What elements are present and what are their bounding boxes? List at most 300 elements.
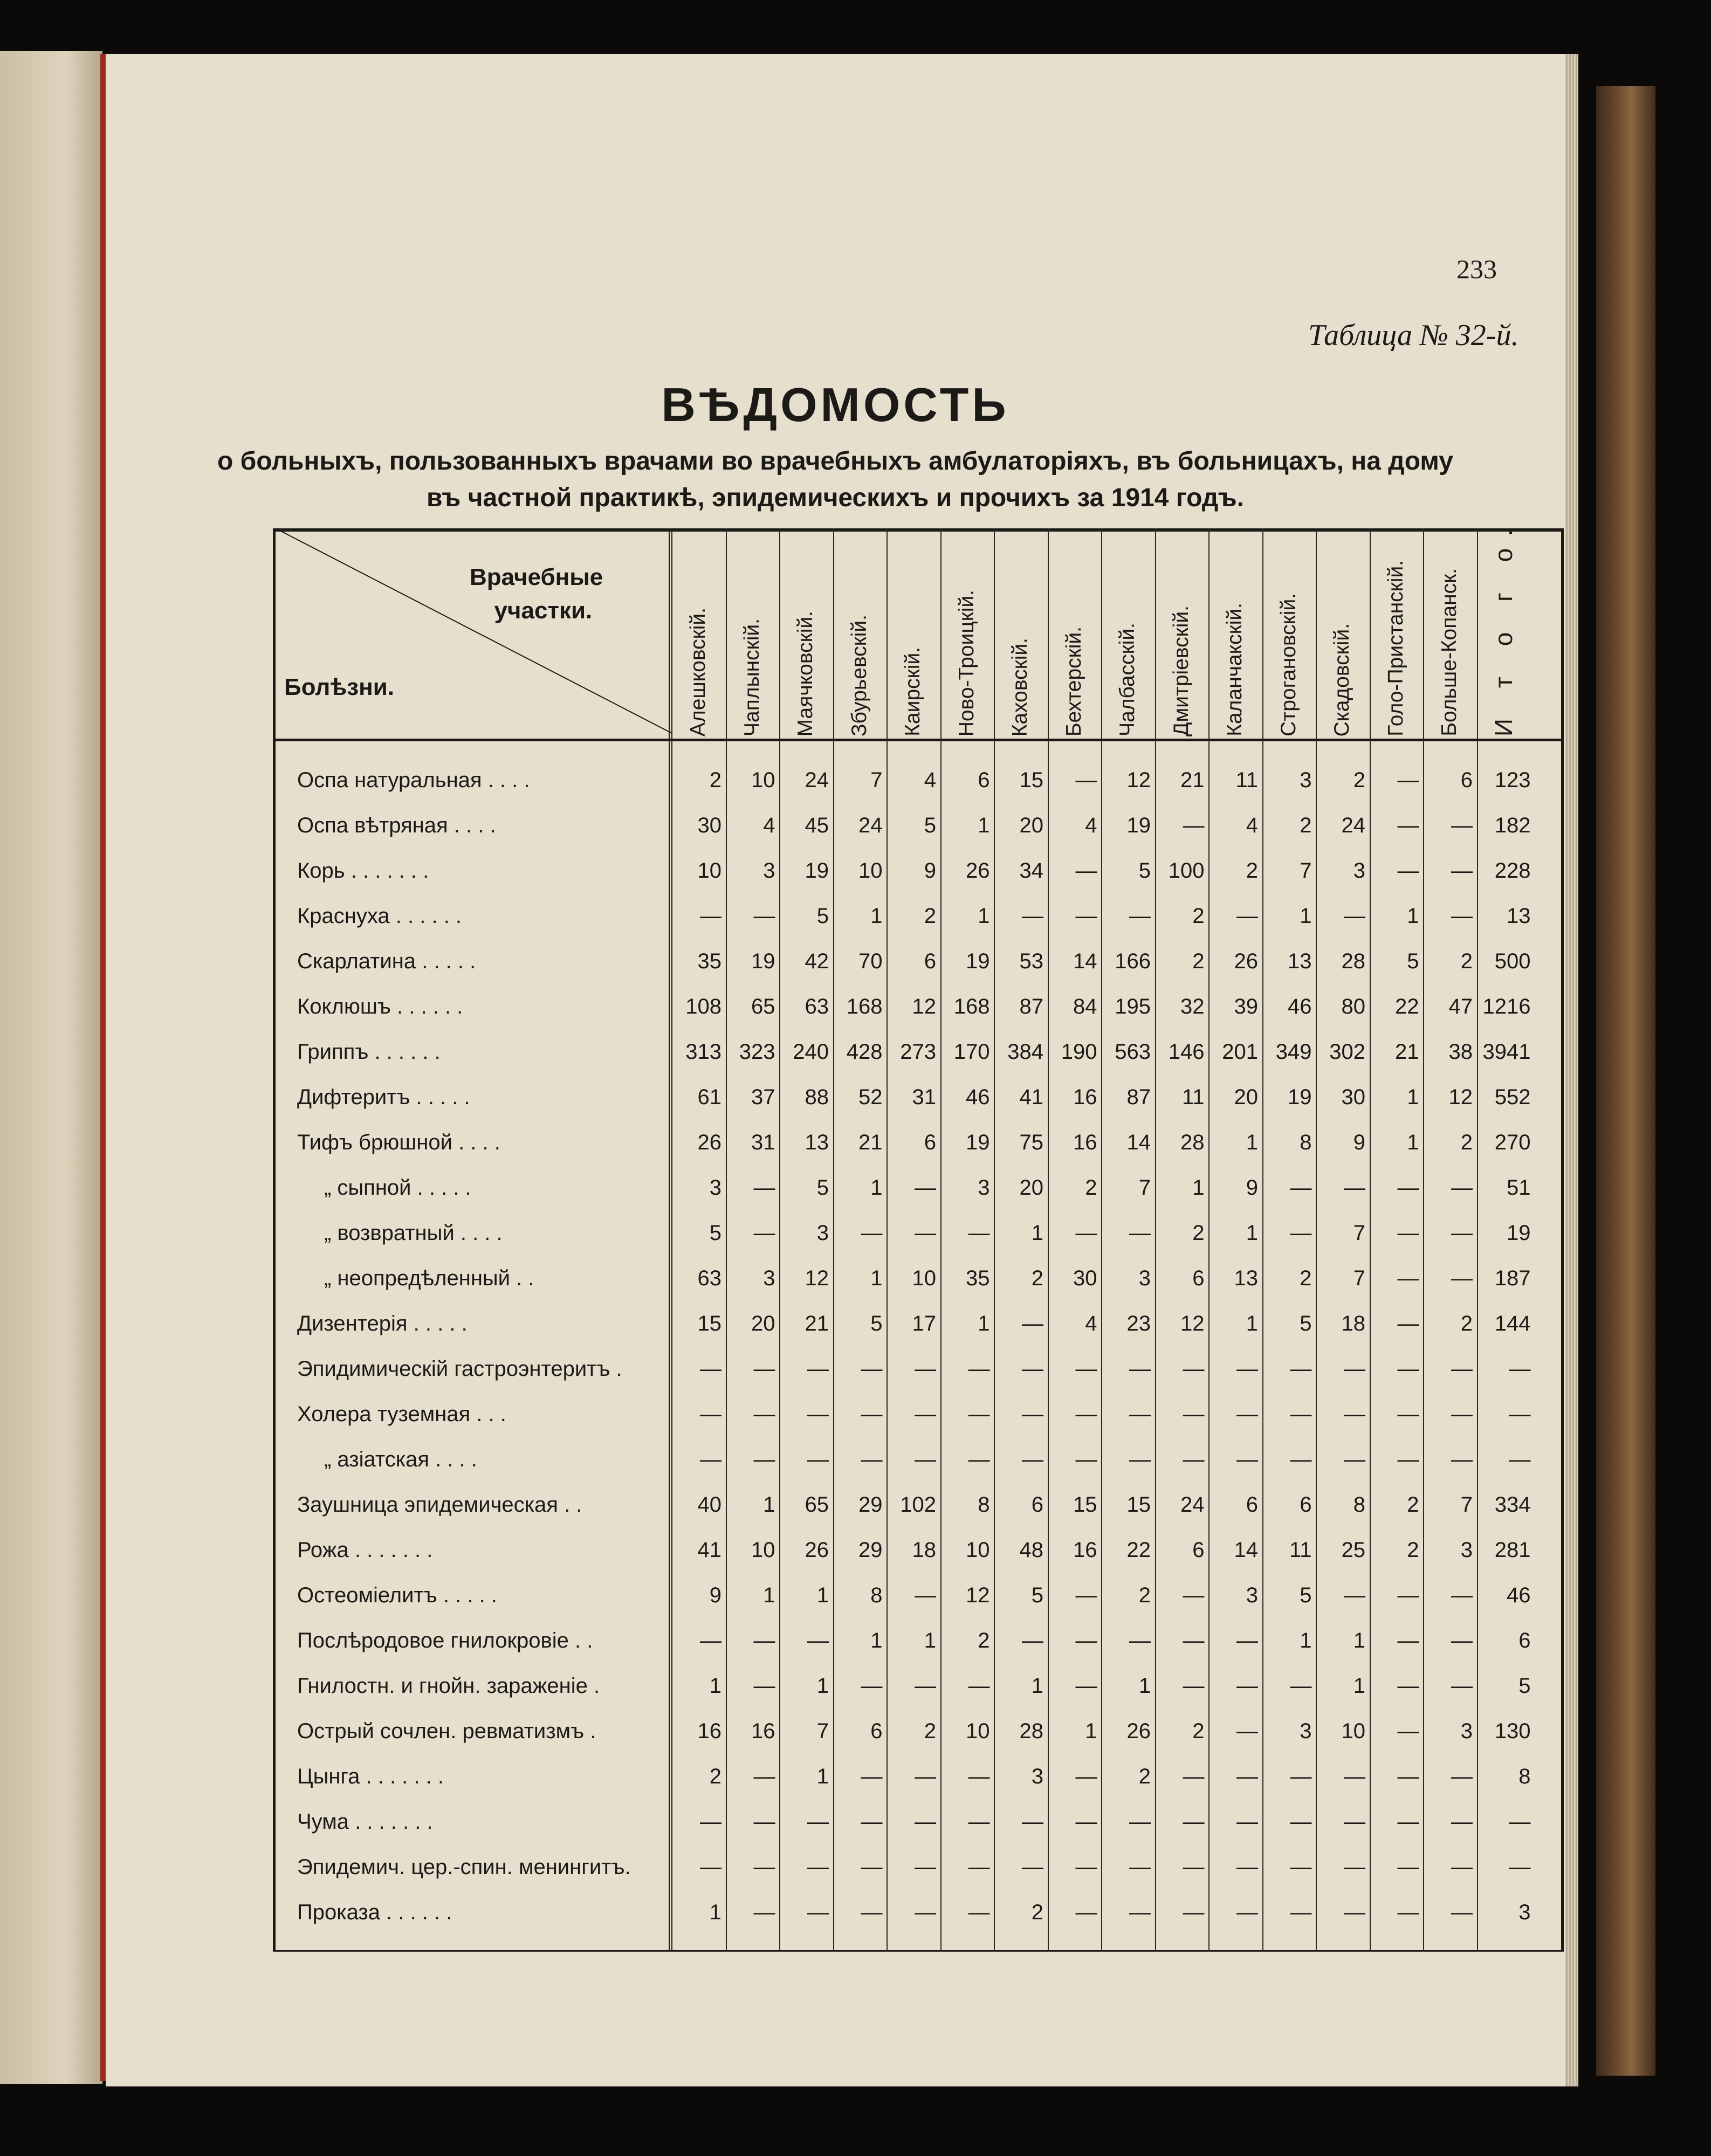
table-cell: 26 (697, 1131, 721, 1154)
table-cell: — (753, 1402, 775, 1426)
table-cell: 19 (805, 859, 829, 883)
table-cell: 1 (816, 1674, 829, 1698)
table-cell: 8 (1300, 1131, 1312, 1154)
table-cell: — (1344, 1176, 1365, 1200)
table-cell: 2 (1460, 1312, 1473, 1335)
table-cell: 16 (1073, 1131, 1097, 1154)
table-cell: — (861, 1402, 883, 1426)
table-cell: 40 (697, 1493, 721, 1517)
table-cell: 2 (709, 1765, 721, 1788)
table-cell: 8 (1353, 1493, 1365, 1517)
table-cell: — (700, 904, 721, 928)
table-cell: — (807, 1900, 829, 1924)
table-cell: 42 (805, 949, 829, 973)
table-cell: — (807, 1810, 829, 1834)
table-cell: 87 (1019, 995, 1043, 1018)
table-cell: — (1075, 1448, 1097, 1471)
table-cell: 20 (1019, 814, 1043, 837)
table-cell: — (861, 1810, 883, 1834)
table-cell: 12 (1448, 1085, 1473, 1109)
table-cell: — (1397, 1448, 1419, 1471)
table-cell: 2 (924, 904, 936, 928)
table-cell: 45 (805, 814, 829, 837)
table-cell: 2 (1460, 949, 1473, 973)
table-row (276, 1437, 1561, 1482)
table-cell: 6 (1031, 1493, 1043, 1517)
table-cell: 84 (1073, 995, 1097, 1018)
table-cell: 3 (816, 1221, 829, 1245)
districts-header (470, 561, 603, 628)
table-cell: — (1183, 814, 1205, 837)
table-cell: 41 (1019, 1085, 1043, 1109)
table-cell: 1 (1138, 1674, 1151, 1698)
table-cell: — (1075, 1629, 1097, 1652)
table-cell: 6 (870, 1719, 883, 1743)
table-cell: — (1075, 1221, 1097, 1245)
table-cell: 3 (978, 1176, 990, 1200)
table-cell: 39 (1234, 995, 1258, 1018)
table-cell: 25 (1341, 1538, 1365, 1562)
table-row (276, 1392, 1561, 1437)
total-cell: 500 (1494, 949, 1531, 973)
table-cell: — (1183, 1900, 1205, 1924)
table-cell: — (1129, 1357, 1151, 1381)
table-cell: — (1075, 1357, 1097, 1381)
total-cell: 552 (1494, 1085, 1531, 1109)
table-cell: 9 (1353, 1131, 1365, 1154)
table-cell: — (700, 1357, 721, 1381)
table-cell: 302 (1329, 1040, 1365, 1064)
table-cell: 4 (1085, 1312, 1097, 1335)
disease-label: Корь . . . . . . . (297, 859, 429, 883)
table-cell: — (1075, 1402, 1097, 1426)
disease-label: „ возвратный . . . . (324, 1221, 503, 1245)
total-cell: 46 (1507, 1583, 1531, 1607)
column-header (1370, 533, 1423, 736)
table-cell: 9 (1246, 1176, 1258, 1200)
table-cell: 70 (858, 949, 883, 973)
table-cell: 195 (1115, 995, 1151, 1018)
table-cell: 21 (1395, 1040, 1419, 1064)
table-cell: — (1022, 1402, 1043, 1426)
table-cell: — (1451, 1176, 1473, 1200)
table-cell: 2 (1192, 1221, 1205, 1245)
table-cell: — (968, 1900, 990, 1924)
table-cell: 2 (1138, 1765, 1151, 1788)
table-cell: 9 (709, 1583, 721, 1607)
table-cell: — (807, 1855, 829, 1879)
table-cell: 18 (912, 1538, 936, 1562)
table-cell: — (807, 1629, 829, 1652)
disease-label: Краснуха . . . . . . (297, 904, 462, 928)
table-cell: 2 (1300, 814, 1312, 837)
table-cell: 14 (1234, 1538, 1258, 1562)
disease-label: Чума . . . . . . . (297, 1810, 433, 1834)
corner-diagonal (276, 528, 672, 739)
table-row (276, 1618, 1561, 1663)
table-row (276, 1256, 1561, 1301)
table-cell: 7 (1353, 1266, 1365, 1290)
table-cell: — (1397, 1583, 1419, 1607)
table-cell: — (861, 1448, 883, 1471)
table-cell: — (1129, 1221, 1151, 1245)
table-cell: — (807, 1402, 829, 1426)
table-cell: — (753, 1176, 775, 1200)
total-cell: 334 (1494, 1493, 1531, 1517)
table-cell: 37 (751, 1085, 775, 1109)
table-cell: — (1022, 1810, 1043, 1834)
table-cell: — (1397, 1674, 1419, 1698)
table-row (276, 1527, 1561, 1573)
table-cell: — (968, 1402, 990, 1426)
districts-header-line-1: Врачебные (470, 564, 603, 590)
table-cell: 1 (1407, 1131, 1419, 1154)
table-cell: — (1397, 1402, 1419, 1426)
table-cell: 53 (1019, 949, 1043, 973)
table-row (276, 1120, 1561, 1165)
disease-label: Коклюшъ . . . . . . (297, 995, 463, 1018)
table-cell: 6 (1300, 1493, 1312, 1517)
table-cell: — (915, 1674, 936, 1698)
table-row (276, 939, 1561, 984)
table-cell: 19 (966, 1131, 990, 1154)
table-cell: — (1344, 1900, 1365, 1924)
disease-label: Рожа . . . . . . . (297, 1538, 433, 1562)
table-cell: — (1129, 1900, 1151, 1924)
facing-page (0, 51, 102, 2084)
column-header (1208, 533, 1261, 736)
table-cell: — (1075, 1855, 1097, 1879)
table-number: Таблица № 32-й. (1308, 319, 1519, 352)
table-cell: 21 (858, 1131, 883, 1154)
disease-label: Тифъ брюшной . . . . (297, 1131, 500, 1154)
total-cell: 51 (1507, 1176, 1531, 1200)
table-cell: 1 (1031, 1674, 1043, 1698)
disease-label: Холера туземная . . . (297, 1402, 506, 1426)
table-cell: 31 (751, 1131, 775, 1154)
disease-label: Эпидимическiй гастроэнтеритъ . (297, 1357, 622, 1381)
table-cell: 88 (805, 1085, 829, 1109)
table-cell: 4 (1085, 814, 1097, 837)
table-cell: 1 (1085, 1719, 1097, 1743)
column-header-text: Больше-Копанск. (1438, 568, 1461, 736)
table-cell: — (1183, 1855, 1205, 1879)
disease-label: Остеомiелитъ . . . . . (297, 1583, 497, 1607)
table-cell: — (1344, 1810, 1365, 1834)
table-cell: 1 (1246, 1312, 1258, 1335)
table-cell: 1 (816, 1583, 829, 1607)
table-cell: 7 (1300, 859, 1312, 883)
column-header-text: Каирскiй. (901, 647, 924, 736)
table-cell: 19 (1126, 814, 1151, 837)
table-cell: 11 (1235, 768, 1258, 792)
table-cell: 24 (1341, 814, 1365, 837)
table-cell: — (1075, 859, 1097, 883)
table-row (276, 1844, 1561, 1890)
table-cell: 1 (870, 1176, 883, 1200)
table-cell: 3 (1353, 859, 1365, 883)
table-cell: 19 (966, 949, 990, 973)
table-cell: 6 (1192, 1538, 1205, 1562)
total-cell: 228 (1494, 859, 1531, 883)
table-cell: 20 (751, 1312, 775, 1335)
table-cell: — (915, 1583, 936, 1607)
total-cell: 3941 (1482, 1040, 1531, 1064)
table-row (276, 1074, 1561, 1120)
table-cell: 20 (1019, 1176, 1043, 1200)
disease-label: Эпидемич. цер.-спин. менингитъ. (297, 1855, 631, 1879)
table-cell: 6 (924, 949, 936, 973)
table-cell: — (1183, 1765, 1205, 1788)
table-cell: 22 (1395, 995, 1419, 1018)
total-cell: 13 (1507, 904, 1531, 928)
disease-label: Заушница эпидемическая . . (297, 1493, 582, 1517)
table-cell: — (700, 1448, 721, 1471)
table-cell: — (1451, 1221, 1473, 1245)
table-cell: 19 (1288, 1085, 1312, 1109)
column-header-text: Каланчакскiй. (1223, 603, 1246, 736)
table-cell: — (861, 1221, 883, 1245)
column-header (1101, 533, 1154, 736)
table-cell: — (861, 1357, 883, 1381)
table-cell: 168 (846, 995, 883, 1018)
table-cell: — (968, 1357, 990, 1381)
table-cell: — (1451, 1810, 1473, 1834)
table-cell: — (1236, 1674, 1258, 1698)
table-cell: — (1397, 1810, 1419, 1834)
table-cell: — (861, 1900, 883, 1924)
table-cell: — (915, 1357, 936, 1381)
table-cell: 428 (846, 1040, 883, 1064)
table-cell: 1 (978, 904, 990, 928)
table-cell: — (1344, 904, 1365, 928)
table-cell: 8 (978, 1493, 990, 1517)
disease-label: Оспа натуральная . . . . (297, 768, 530, 792)
column-header-text: Строгановскiй. (1276, 593, 1300, 736)
column-header-text: Чаплынскiй. (740, 618, 764, 736)
table-cell: 1 (1031, 1221, 1043, 1245)
table-cell: 10 (858, 859, 883, 883)
column-header-text: Алешковскiй. (686, 607, 710, 736)
table-cell: — (915, 1900, 936, 1924)
total-cell: — (1509, 1448, 1531, 1471)
table-cell: — (1183, 1448, 1205, 1471)
table-cell: 2 (1085, 1176, 1097, 1200)
disease-label: Дифтеритъ . . . . . (297, 1085, 470, 1109)
table-cell: 2 (978, 1629, 990, 1652)
table-cell: — (915, 1448, 936, 1471)
table-row (276, 1210, 1561, 1256)
table-row (276, 848, 1561, 893)
table-cell: — (1129, 1810, 1151, 1834)
disease-label: Цынга . . . . . . . (297, 1765, 444, 1788)
table-cell: — (1290, 1221, 1312, 1245)
table-cell: 31 (912, 1085, 936, 1109)
header-bottom-rule (276, 739, 1561, 741)
table-cell: — (1344, 1402, 1365, 1426)
table-cell: 28 (1180, 1131, 1205, 1154)
table-cell: 5 (1300, 1583, 1312, 1607)
table-row (276, 1663, 1561, 1709)
total-cell: — (1509, 1357, 1531, 1381)
column-header (672, 533, 725, 736)
table-cell: 12 (1180, 1312, 1205, 1335)
table-cell: — (1397, 1765, 1419, 1788)
table-cell: — (1075, 1674, 1097, 1698)
table-cell: 102 (900, 1493, 936, 1517)
table-cell: — (753, 1674, 775, 1698)
table-cell: 22 (1126, 1538, 1151, 1562)
column-header (726, 533, 779, 736)
total-cell: 5 (1518, 1674, 1531, 1698)
disease-label: „ азiатская . . . . (324, 1448, 477, 1471)
table-cell: 10 (1341, 1719, 1365, 1743)
table-cell: — (915, 1810, 936, 1834)
table-cell: — (1397, 1719, 1419, 1743)
column-header (1048, 533, 1101, 736)
disease-label: Послѣродовое гнилокровiе . . (297, 1629, 593, 1652)
table-cell: 166 (1115, 949, 1151, 973)
table-row (276, 893, 1561, 939)
table-cell: — (968, 1448, 990, 1471)
table-cell: — (1451, 1855, 1473, 1879)
table-cell: — (1236, 1855, 1258, 1879)
total-cell: 187 (1494, 1266, 1531, 1290)
table-cell: 63 (697, 1266, 721, 1290)
subtitle-line-2: въ частной практикѣ, эпидемическихъ и прочихъ за 1914 годъ. (426, 484, 1245, 512)
table-cell: — (1129, 1402, 1151, 1426)
total-cell: — (1509, 1810, 1531, 1834)
table-cell: 5 (816, 1176, 829, 1200)
table-cell: 16 (751, 1719, 775, 1743)
table-cell: 13 (1288, 949, 1312, 973)
table-cell: — (807, 1448, 829, 1471)
table-cell: 168 (953, 995, 990, 1018)
table-cell: — (1236, 1402, 1258, 1426)
table-cell: — (915, 1402, 936, 1426)
table-cell: — (753, 1221, 775, 1245)
table-cell: 14 (1126, 1131, 1151, 1154)
column-header (994, 533, 1047, 736)
table-cell: 30 (697, 814, 721, 837)
table-cell: — (753, 1855, 775, 1879)
table-cell: — (968, 1674, 990, 1698)
table-cell: 1 (1407, 1085, 1419, 1109)
table-cell: 35 (697, 949, 721, 973)
table-cell: 47 (1448, 995, 1473, 1018)
table-cell: 6 (1192, 1266, 1205, 1290)
table-cell: 20 (1234, 1085, 1258, 1109)
table-cell: — (1451, 1448, 1473, 1471)
table-cell: 41 (697, 1538, 721, 1562)
column-header-text: И т о г о. (1489, 518, 1517, 736)
table-cell: — (1183, 1629, 1205, 1652)
table-cell: 2 (1031, 1266, 1043, 1290)
table-cell: 24 (1180, 1493, 1205, 1517)
disease-label: Оспа вѣтряная . . . . (297, 814, 496, 837)
table-cell: — (1344, 1583, 1365, 1607)
column-header (1316, 533, 1369, 736)
table-cell: — (915, 1765, 936, 1788)
table-cell: 26 (805, 1538, 829, 1562)
table-cell: 1 (1246, 1131, 1258, 1154)
table-cell: 17 (912, 1312, 936, 1335)
column-header-text: Маячковскiй. (794, 610, 817, 736)
column-header-text: Голо-Пристанскiй. (1384, 560, 1407, 736)
table-cell: 28 (1341, 949, 1365, 973)
table-cell: — (968, 1810, 990, 1834)
table-cell: — (1451, 1583, 1473, 1607)
table-cell: — (1075, 1765, 1097, 1788)
table-cell: 4 (924, 768, 936, 792)
table-cell: — (1344, 1357, 1365, 1381)
total-cell: 123 (1494, 768, 1531, 792)
table-cell: — (1451, 1900, 1473, 1924)
table-cell: 29 (858, 1538, 883, 1562)
table-cell: 29 (858, 1493, 883, 1517)
table-cell: — (1022, 1855, 1043, 1879)
column-header (779, 533, 832, 736)
table-cell: — (1397, 1855, 1419, 1879)
table-cell: 10 (751, 1538, 775, 1562)
table-cell: 10 (697, 859, 721, 883)
table-cell: 1 (1353, 1629, 1365, 1652)
total-cell: 144 (1494, 1312, 1531, 1335)
disease-label: Скарлатина . . . . . (297, 949, 476, 973)
table-cell: 13 (1234, 1266, 1258, 1290)
column-header-text: Дмитрiевскiй. (1169, 605, 1193, 736)
table-cell: 3 (1460, 1538, 1473, 1562)
table-cell: — (1236, 1900, 1258, 1924)
table-cell: 5 (709, 1221, 721, 1245)
table-cell: — (1075, 768, 1097, 792)
table-cell: 4 (763, 814, 775, 837)
table-cell: — (1075, 904, 1097, 928)
table-cell: — (700, 1629, 721, 1652)
column-header-text: Збурьевскiй. (847, 615, 871, 736)
table-cell: — (1183, 1674, 1205, 1698)
table-cell: — (1290, 1357, 1312, 1381)
table-cell: 13 (805, 1131, 829, 1154)
table-cell: — (1451, 904, 1473, 928)
table-cell: 10 (751, 768, 775, 792)
table-cell: — (1129, 1448, 1151, 1471)
table-cell: 190 (1061, 1040, 1097, 1064)
table-cell: 5 (816, 904, 829, 928)
diseases-header: Болѣзни. (284, 674, 394, 700)
table-cell: 1 (1246, 1221, 1258, 1245)
table-cell: 201 (1222, 1040, 1258, 1064)
table-cell: 7 (816, 1719, 829, 1743)
table-cell: 16 (1073, 1085, 1097, 1109)
table-cell: — (1290, 1765, 1312, 1788)
table-cell: 5 (924, 814, 936, 837)
column-header-text: Скадовскiй. (1330, 623, 1353, 736)
table-cell: 38 (1448, 1040, 1473, 1064)
table-cell: 1 (1192, 1176, 1205, 1200)
table-cell: 2 (1407, 1538, 1419, 1562)
table-cell: 6 (924, 1131, 936, 1154)
table-cell: — (1451, 1674, 1473, 1698)
table-cell: — (1129, 1629, 1151, 1652)
table-cell: 16 (697, 1719, 721, 1743)
disease-label: „ неопредѣленный . . (324, 1266, 534, 1290)
table-cell: 1 (763, 1583, 775, 1607)
table-cell: — (1290, 1900, 1312, 1924)
table-cell: — (1397, 814, 1419, 837)
table-cell: — (1344, 1855, 1365, 1879)
table-cell: — (1451, 1765, 1473, 1788)
